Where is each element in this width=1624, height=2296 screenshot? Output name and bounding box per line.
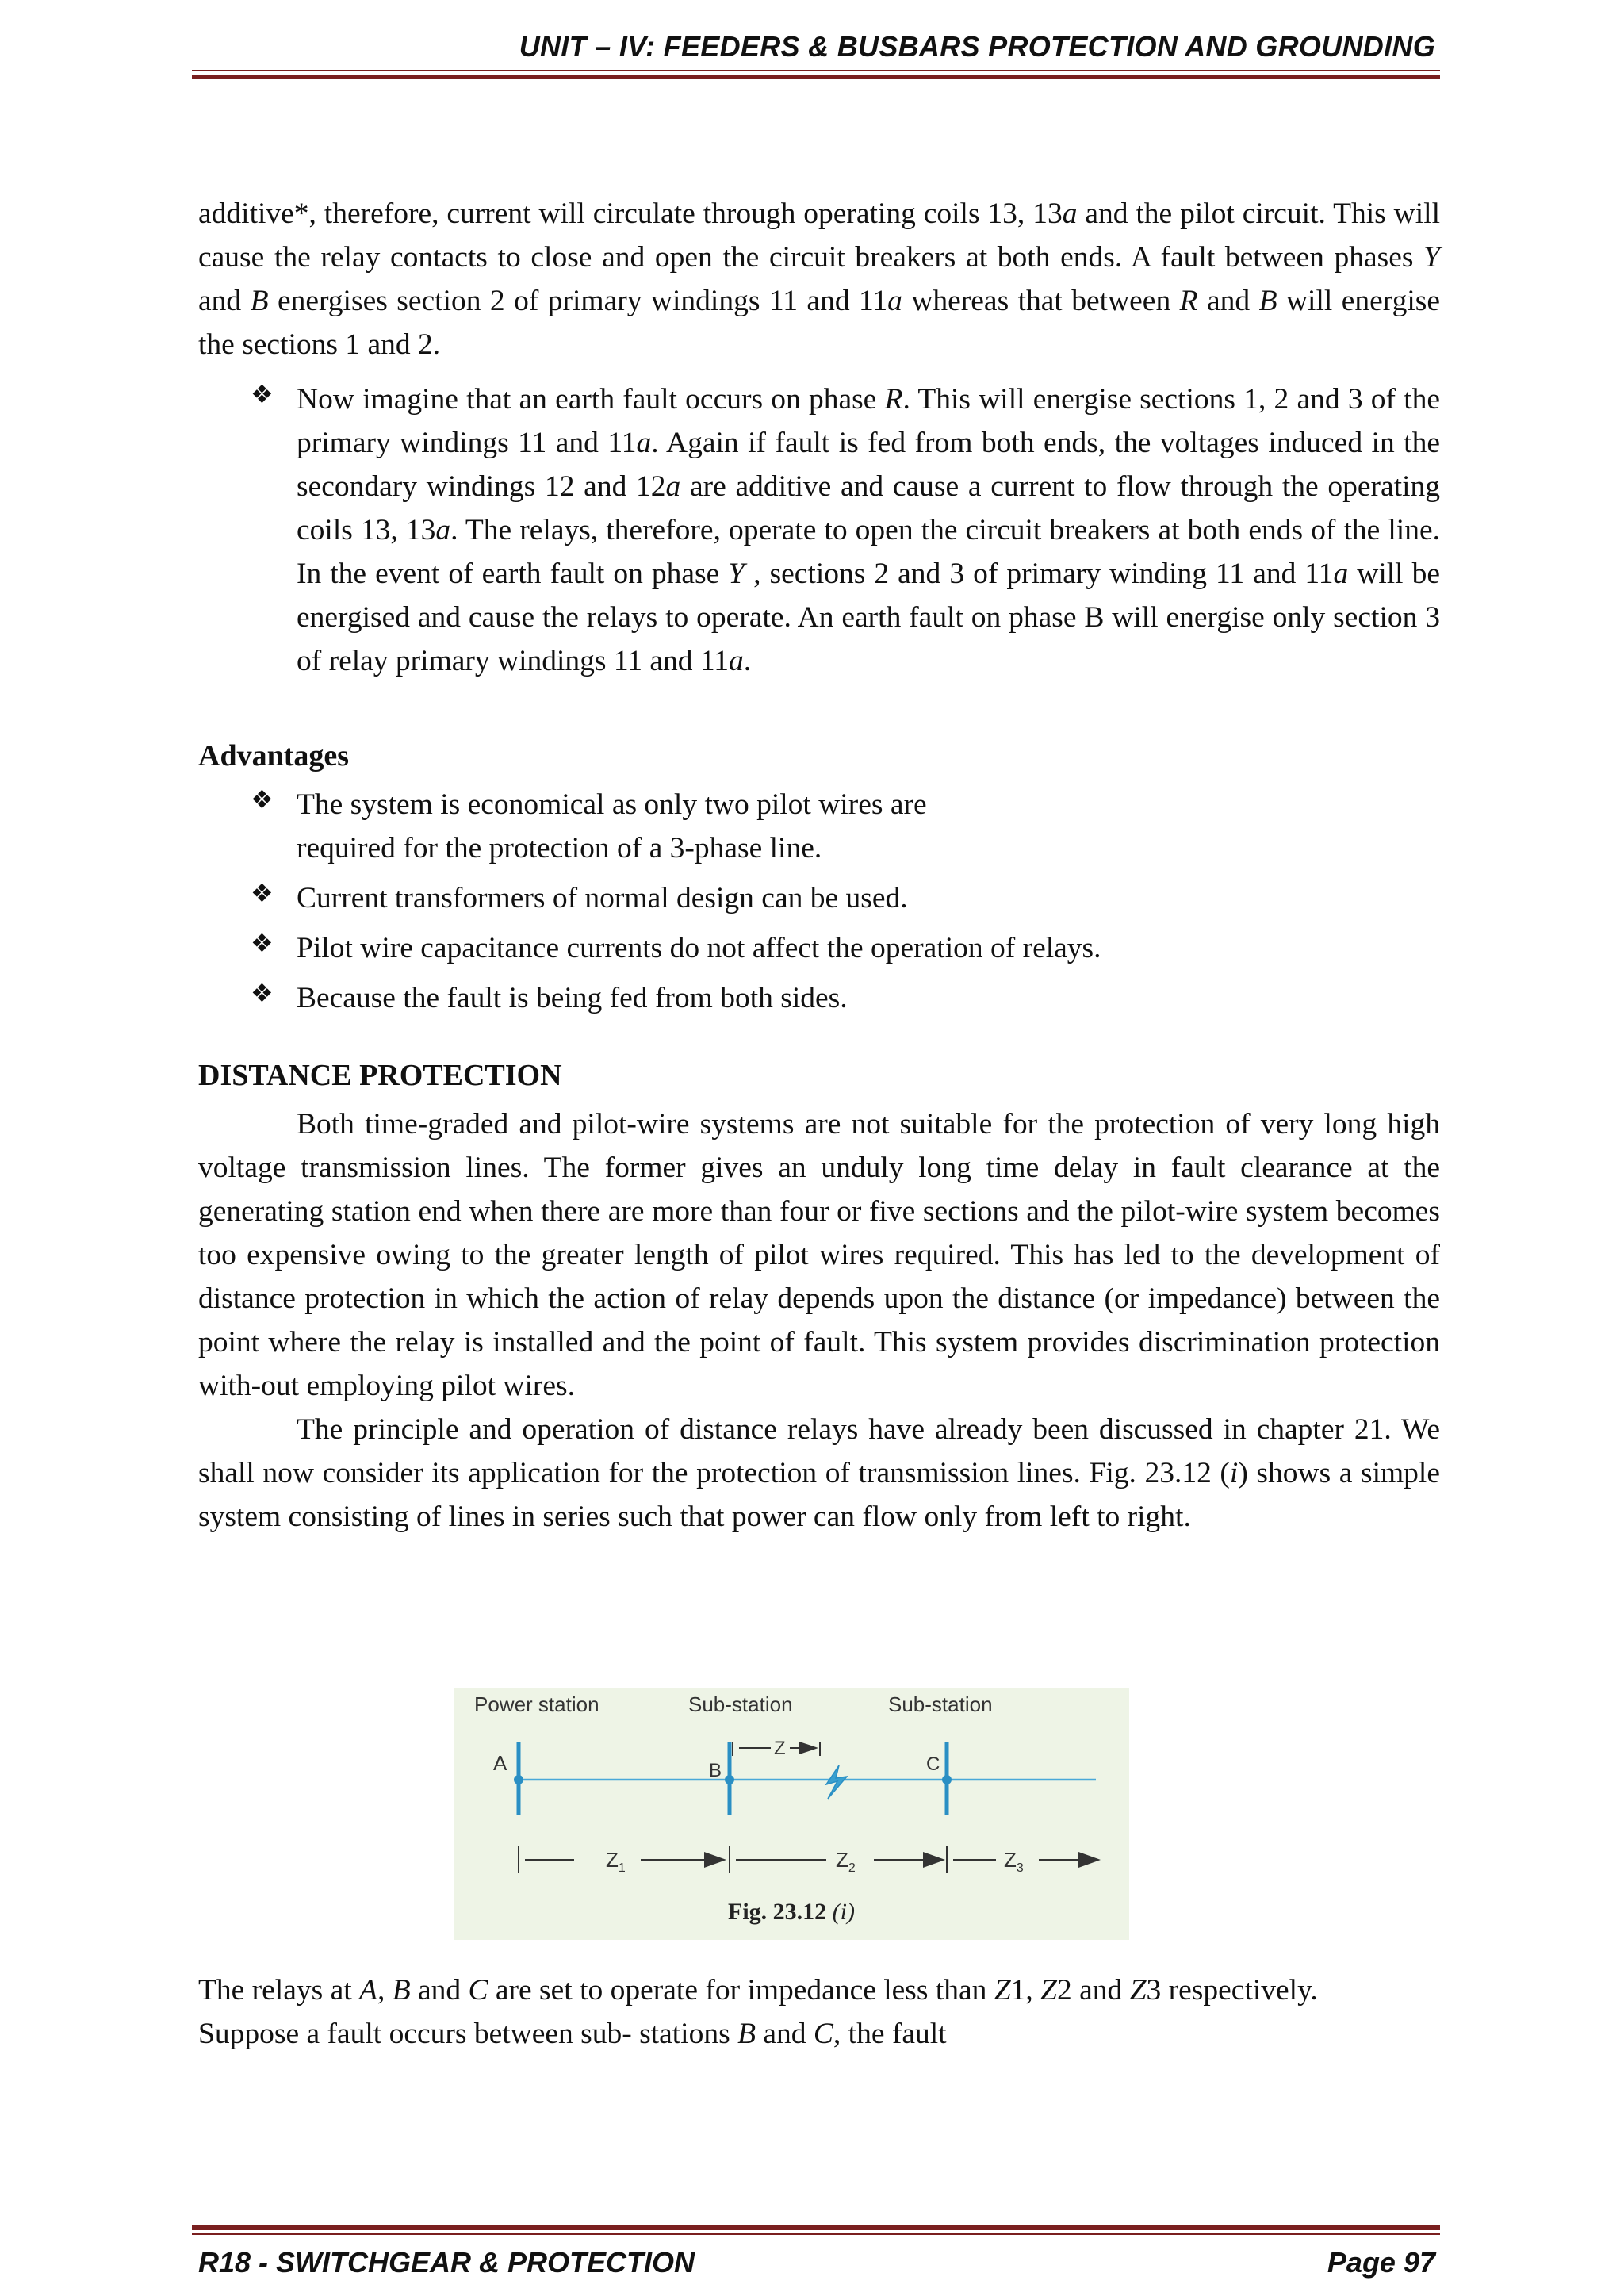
bus-b-label: B: [709, 1760, 722, 1781]
advantage-text: required for the protection of a 3-phase line.: [297, 832, 822, 864]
header-rule-thick: [192, 75, 1440, 79]
continued-paragraph: additive*, therefore, current will circulate through operating coils 13, 13a and the pilot circuit. This will cause the relay contacts to close and open the circuit breakers at both ends. A fault between phases Y and B energises section 2 of primary windings 11 and 11a whereas that between R and B will energise the sections 1 and 2.: [198, 197, 1441, 361]
figure-caption: Fig. 23.12 (i): [728, 1899, 855, 1925]
advantage-item-3: [198, 926, 1440, 970]
footer-rule-thick: [192, 2225, 1440, 2230]
distance-protection-heading: DISTANCE PROTECTION: [198, 1059, 562, 1092]
sub-station-label-2: Sub-station: [888, 1692, 993, 1716]
relay-c-point: [942, 1775, 952, 1784]
footer-page-number: Page 97: [1327, 2246, 1435, 2279]
bullet-marker-icon: ❖: [251, 784, 274, 815]
relay-b-point: [725, 1775, 734, 1784]
distance-paragraph-2: The principle and operation of distance relays have already been discussed in chapter 21. We shall now consider its application for the protection of transmission lines. Fig. 23.12 (i) shows a simple system consisting of lines in series such that power can flow only from left to right.: [198, 1413, 1440, 1533]
body-content-bottom: [198, 1968, 1440, 2056]
bullet-marker-icon: ❖: [251, 978, 274, 1008]
footer-rule-thin: [192, 2233, 1440, 2235]
advantage-text: Current transformers of normal design can be used.: [297, 882, 908, 914]
figure-23-12: [454, 1688, 1129, 1940]
advantage-text: The system is economical as only two pilot wires are: [297, 788, 927, 821]
bullet-marker-icon: ❖: [251, 928, 274, 958]
zone2-label: $Z_2$: [836, 1848, 856, 1875]
bullet-marker-icon: ❖: [251, 878, 274, 908]
advantage-item-1: [198, 783, 1440, 870]
relay-a-point: [514, 1775, 523, 1784]
zone3-label: $Z_3$: [1004, 1848, 1024, 1875]
bus-a-label: A: [493, 1751, 508, 1775]
distance-paragraph-1: Both time-graded and pilot-wire systems are not suitable for the protection of very long high voltage transmission lines. The former gives an unduly long time delay in fault clearance at the generating station end when there are more than four or five sections and the pilot-wire system becomes too expensive owing to the greater length of pilot wires required. This has led to the development of distance protection in which the action of relay depends upon the distance (or impedance) between the point where the relay is installed and the point of fault. This system provides discrimination protection with-out employing pilot wires.: [198, 1108, 1440, 1402]
earth-fault-paragraph: Now imagine that an earth fault occurs on phase R. This will energise sections 1, 2 and 3 of the primary windings 11 and 11a. Again if fault is fed from both ends, the voltages induced in the secondary windings 12 and 12a are additive and cause a current to flow through the operating coils 13, 13a. The relays, therefore, operate to open the circuit breakers at both ends of the line. In the event of earth fault on phase Y , sections 2 and 3 of primary winding 11 and 11a will be energised and cause the relays to operate. An earth fault on phase B will energise only section 3 of relay primary windings 11 and 11a.: [297, 383, 1441, 677]
z-dimension-label: Z: [774, 1738, 786, 1759]
power-station-label: Power station: [474, 1692, 599, 1716]
fault-lightning-icon: [826, 1765, 847, 1799]
advantage-text: Pilot wire capacitance currents do not affect the operation of relays.: [297, 932, 1101, 964]
header-rule-thin: [192, 70, 1440, 71]
advantage-item-4: [198, 976, 1440, 1020]
closing-paragraph: The relays at A, B and C are set to operate for impedance less than Z1, Z2 and Z3 respectively. Suppose a fault occurs between sub- stations B and C, the fault: [198, 1974, 1318, 2050]
advantage-item-2: [198, 876, 1440, 920]
advantage-text: Because the fault is being fed from both sides.: [297, 982, 848, 1014]
zone1-label: $Z_1$: [606, 1848, 626, 1875]
advantages-heading: Advantages: [198, 739, 350, 772]
page-header-title: UNIT – IV: FEEDERS & BUSBARS PROTECTION AND GROUNDING: [519, 30, 1435, 63]
footer-course-title: R18 - SWITCHGEAR & PROTECTION: [198, 2246, 695, 2279]
sub-station-label-1: Sub-station: [688, 1692, 793, 1716]
bus-c-label: C: [926, 1754, 940, 1775]
bullet-marker-icon: ❖: [251, 379, 274, 409]
bullet-earth-fault: [198, 378, 1440, 683]
body-content-top: [198, 192, 1440, 1539]
